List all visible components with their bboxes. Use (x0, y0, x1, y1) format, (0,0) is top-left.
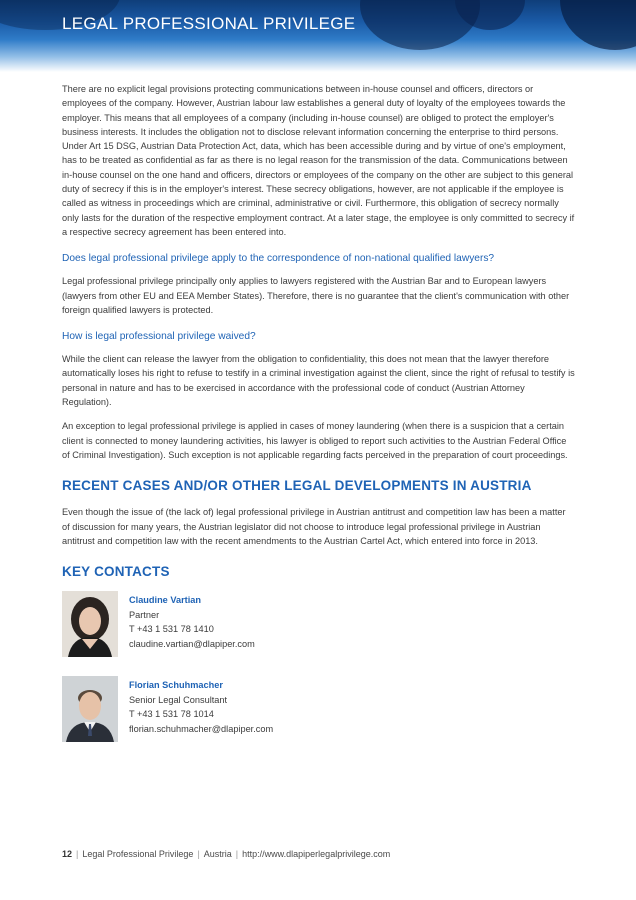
contact-card (62, 676, 575, 752)
contact-phone[interactable]: T +43 1 531 78 1410 (129, 624, 214, 635)
footer-doc-title: Legal Professional Privilege (82, 849, 194, 859)
footer-separator: | (76, 849, 79, 859)
banner-title: LEGAL PROFESSIONAL PRIVILEGE (62, 14, 356, 33)
main-content (62, 82, 575, 761)
contact-role: Senior Legal Consultant (129, 694, 228, 705)
contact-photo (62, 676, 118, 742)
contact-role: Partner (129, 609, 160, 620)
contact-details (129, 593, 255, 651)
footer-separator: | (235, 849, 239, 859)
banner-decoration (560, 0, 636, 50)
footer-url-link[interactable]: http://www.dlapiperlegalprivilege.com (242, 849, 391, 859)
contact-photo (62, 591, 118, 657)
answer-paragraph-money-laundering: An exception to legal professional privilege is applied in cases of money laundering (when there is a suspicion that a certain client is connected to money laundering activities, his lawyer is obliged to report such activities to the Austrian Federal Office of Criminal Investigation). Such exception is not applicable regarding facts perceived in the preparation of court proceedings. (62, 421, 568, 460)
contact-name: Claudine Vartian (129, 595, 201, 606)
footer-separator: | (197, 849, 200, 859)
contact-email[interactable]: florian.schuhmacher@dlapiper.com (129, 723, 274, 734)
portrait-icon (62, 676, 118, 742)
answer-paragraph-waived: While the client can release the lawyer from the obligation to confidentiality, this does not mean that the lawyer therefore automatically loses his right to refuse to testify in a criminal investigation against the client, since the right of refusal to testify is personal in nature and has to be exercised in accordance with the professional code of conduct (Austrian Attorney Regulation). (62, 354, 575, 408)
contact-email[interactable]: claudine.vartian@dlapiper.com (129, 638, 255, 649)
footer-country: Austria (203, 849, 232, 859)
question-heading-non-national: Does legal professional privilege apply to the correspondence of non-national qualified lawyers? (62, 253, 495, 265)
contact-name: Florian Schuhmacher (129, 680, 223, 691)
answer-paragraph-non-national: Legal professional privilege principally only applies to lawyers registered with the Austrian Bar and to European lawyers (lawyers from other EU and EEA Member States). Therefore, there is no guarantee that the client's communication with other foreign qualified lawyers is protected. (62, 276, 570, 315)
question-heading-waived: How is legal professional privilege waived? (62, 331, 256, 343)
contact-details (129, 678, 273, 736)
contact-phone[interactable]: T +43 1 531 78 1014 (129, 709, 214, 720)
contact-card (62, 591, 575, 667)
section-heading-key-contacts: KEY CONTACTS (62, 564, 170, 580)
header-banner (0, 0, 636, 72)
page-footer (62, 849, 390, 859)
page-number: 12 (62, 849, 73, 859)
section-heading-recent-cases: RECENT CASES AND/OR OTHER LEGAL DEVELOPMENTS IN AUSTRIA (62, 478, 532, 494)
intro-paragraph: There are no explicit legal provisions protecting communications between in-house counsel and officers, directors or employees of the company. However, Austrian labour law establishes a general duty of loyalty of the employees towards the employer. This means that all employees of a company (including in-house counsel) are obliged to protect the employer's business interests. It includes the obligation not to disclose relevant information concerning the enterprise to third persons. Under Art 15 DSG, Austrian Data Protection Act, data, which has been accessible during and by virtue of one's employment, has to be treated as confidential as far as there is no legal reason for the transmission of the data. Communications between in-house counsel on the one hand and officers, directors or employees of the company on the other are subject to this general duty of secrecy if this is in the employer's interest. These secrecy obligations, however, are not applicable if the employee is called as witness in proceedings which are criminal, administrative or civil. Furthermore, this obligation of secrecy normally only lasts for the duration of the respective employment contract. At a later stage, the employee is only committed to secrecy if a respective secrecy agreement has been entered into. (62, 84, 575, 237)
portrait-icon (62, 591, 118, 657)
recent-cases-paragraph: Even though the issue of (the lack of) legal professional privilege in Austrian antitrust and competition law has been a matter of discussion for many years, the Austrian legislator did not choose to introduce legal professional privilege in Austrian antitrust and competition law with the recent amendments to the Austrian Cartel Act, which entered into force in 2013. (62, 507, 566, 546)
